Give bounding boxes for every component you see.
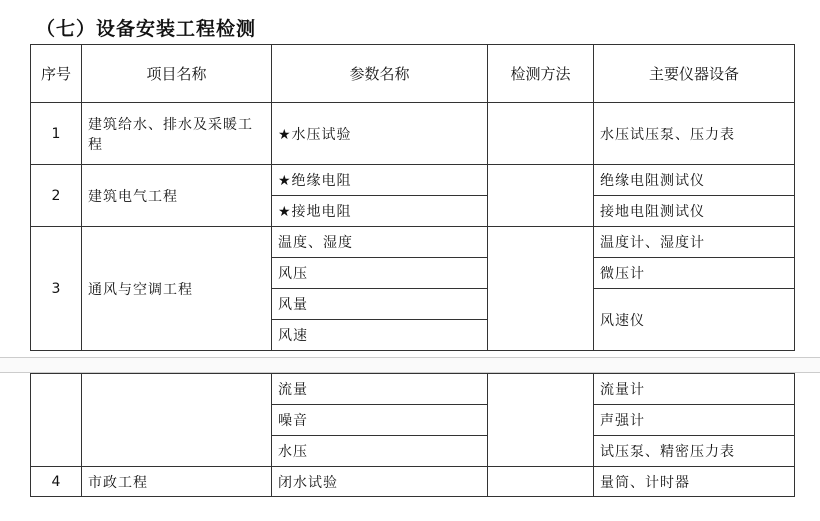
row-no: 4 — [31, 467, 82, 497]
row-param: 风压 — [272, 258, 488, 289]
row-project — [82, 374, 272, 467]
table-row — [31, 467, 795, 497]
table-row — [31, 165, 795, 196]
header-project: 项目名称 — [82, 45, 272, 103]
row-no: 2 — [31, 165, 82, 227]
row-param: 温度、湿度 — [272, 227, 488, 258]
row-equipment: 试压泵、精密压力表 — [594, 436, 795, 467]
row-equipment: 温度计、湿度计 — [594, 227, 795, 258]
row-method — [488, 374, 594, 467]
section-title: （七）设备安装工程检测 — [36, 18, 257, 40]
row-param: ★水压试验 — [272, 103, 488, 165]
row-project: 市政工程 — [82, 467, 272, 497]
table-row — [31, 374, 795, 405]
equipment-test-table-continued — [30, 373, 795, 497]
row-method — [488, 103, 594, 165]
row-project: 通风与空调工程 — [82, 227, 272, 351]
row-equipment: 接地电阻测试仪 — [594, 196, 795, 227]
row-no: 3 — [31, 227, 82, 351]
row-equipment: 量筒、计时器 — [594, 467, 795, 497]
row-param: 噪音 — [272, 405, 488, 436]
row-param: ★接地电阻 — [272, 196, 488, 227]
header-equipment: 主要仪器设备 — [594, 45, 795, 103]
header-no: 序号 — [31, 45, 82, 103]
row-method — [488, 165, 594, 227]
equipment-test-table — [30, 44, 795, 351]
row-param: 闭水试验 — [272, 467, 488, 497]
row-param: 风量 — [272, 289, 488, 320]
table-header-row — [31, 45, 795, 103]
header-method: 检测方法 — [488, 45, 594, 103]
row-no: 1 — [31, 103, 82, 165]
row-param: 水压 — [272, 436, 488, 467]
row-method — [488, 467, 594, 497]
page-break — [0, 357, 820, 373]
header-param: 参数名称 — [272, 45, 488, 103]
row-method — [488, 227, 594, 351]
row-param: 风速 — [272, 320, 488, 351]
row-equipment: 风速仪 — [594, 289, 795, 351]
row-param: 流量 — [272, 374, 488, 405]
table-row — [31, 227, 795, 258]
row-equipment: 水压试压泵、压力表 — [594, 103, 795, 165]
row-equipment: 声强计 — [594, 405, 795, 436]
table-row — [31, 103, 795, 165]
row-equipment: 绝缘电阻测试仪 — [594, 165, 795, 196]
row-param: ★绝缘电阻 — [272, 165, 488, 196]
row-no — [31, 374, 82, 467]
row-equipment: 流量计 — [594, 374, 795, 405]
row-project: 建筑电气工程 — [82, 165, 272, 227]
row-project: 建筑给水、排水及采暖工程 — [82, 103, 272, 165]
row-equipment: 微压计 — [594, 258, 795, 289]
